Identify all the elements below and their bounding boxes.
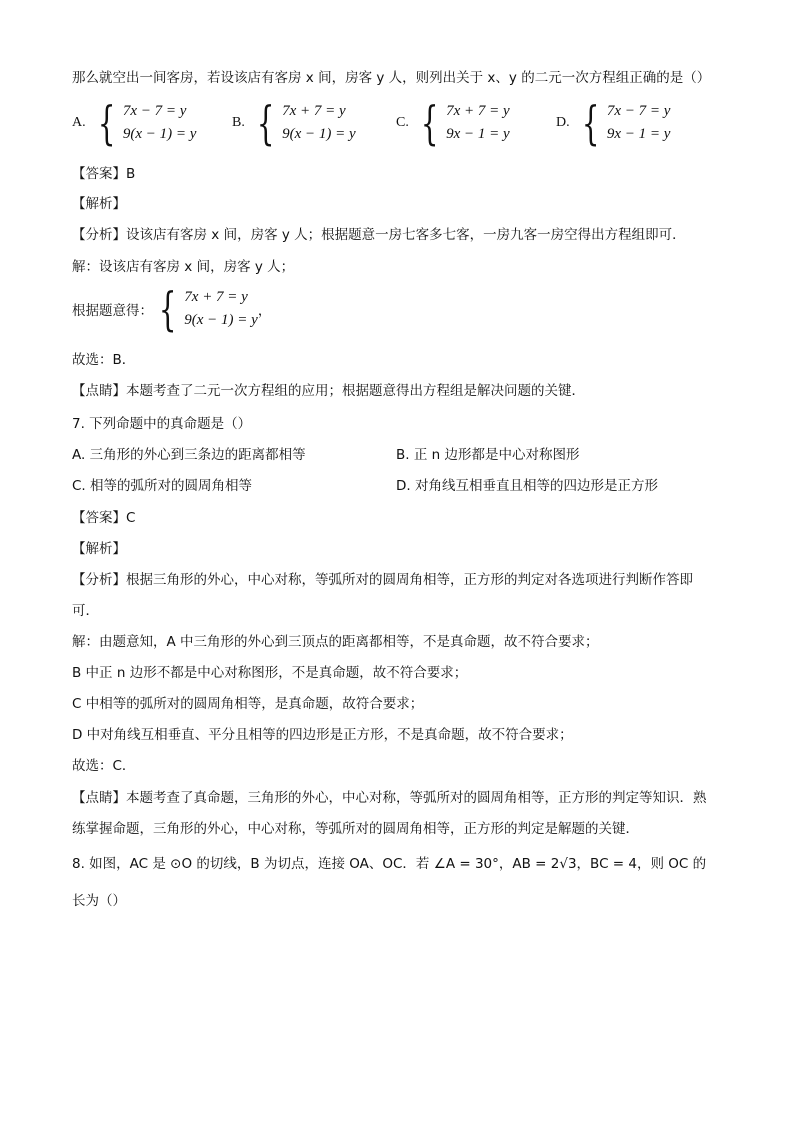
- q6-option-c: [396, 96, 510, 150]
- option-letter: A.: [72, 115, 86, 130]
- equation: 7x + 7 = y: [282, 103, 346, 119]
- q7-comment-line1: 【点睛】本题考查了真命题，三角形的外心，中心对称，等弧所对的圆周角相等，正方形的判定等知识．熟: [72, 790, 707, 806]
- q6-solution-system: [72, 282, 272, 336]
- equation: 9x − 1 = y: [606, 126, 671, 142]
- q8-stem-line1: 8. 如图，AC 是 ⊙O 的切线，B 为切点，连接 OA、OC．若 ∠A = 30°，AB = 2√3，BC = 4，则 OC 的: [72, 856, 707, 872]
- q7-answer: 【答案】C: [72, 510, 136, 526]
- q6-comment: 【点睛】本题考查了二元一次方程组的应用；根据题意得出方程组是解决问题的关键．: [72, 383, 585, 399]
- q7-fenxi-line2: 可．: [72, 603, 99, 619]
- brace-icon: {: [97, 96, 116, 150]
- brace-icon: {: [581, 96, 600, 150]
- option-letter: C.: [396, 115, 409, 130]
- option-letter: D.: [556, 115, 570, 130]
- q7-solution-line4: D 中对角线互相垂直、平分且相等的四边形是正方形，不是真命题，故不符合要求；: [72, 727, 573, 743]
- option-letter: B.: [232, 115, 245, 130]
- q7-option-b: B. 正 n 边形都是中心对称图形: [396, 447, 580, 463]
- q6-option-a: [72, 96, 197, 150]
- q6-option-b: [232, 96, 356, 150]
- solution-suffix: ，: [257, 303, 272, 319]
- solution-prefix: 根据题意得：: [72, 303, 153, 319]
- q7-option-d: D. 对角线互相垂直且相等的四边形是正方形: [396, 478, 658, 494]
- q7-stem: 7. 下列命题中的真命题是（）: [72, 416, 252, 432]
- q8-stem-line2: 长为（）: [72, 893, 126, 909]
- q6-option-d: [556, 96, 671, 150]
- q7-choice: 故选：C．: [72, 758, 136, 774]
- q6-analysis-heading: 【解析】: [72, 196, 126, 212]
- q6-solution-line1: 解：设该店有客房 x 间，房客 y 人；: [72, 259, 295, 275]
- equation: 7x + 7 = y: [184, 289, 248, 305]
- equation: 9x − 1 = y: [446, 126, 510, 142]
- equation: 9(x − 1) = y: [282, 126, 356, 142]
- equation: 7x − 7 = y: [606, 103, 671, 119]
- brace-icon: {: [420, 96, 439, 150]
- q6-stem: 那么就空出一间客房，若设该店有客房 x 间，房客 y 人，则列出关于 x、y 的二元一次方程组正确的是（）: [72, 70, 711, 86]
- q6-fenxi: 【分析】设该店有客房 x 间，房客 y 人；根据题意一房七客多七客，一房九客一房空得出方程组即可．: [72, 227, 686, 243]
- q7-option-c: C. 相等的弧所对的圆周角相等: [72, 478, 253, 494]
- equation: 7x + 7 = y: [446, 103, 510, 119]
- q7-analysis-heading: 【解析】: [72, 541, 126, 557]
- q7-option-a: A. 三角形的外心到三条边的距离都相等: [72, 447, 306, 463]
- q7-fenxi-line1: 【分析】根据三角形的外心，中心对称，等弧所对的圆周角相等，正方形的判定对各选项进行判断作答即: [72, 572, 693, 588]
- brace-icon: {: [256, 96, 275, 150]
- equation: 7x − 7 = y: [122, 103, 187, 119]
- q7-solution-line3: C 中相等的弧所对的圆周角相等，是真命题，故符合要求；: [72, 696, 424, 712]
- brace-icon: {: [158, 282, 177, 336]
- equation: 9(x − 1) = y: [184, 312, 258, 328]
- q6-answer: 【答案】B: [72, 166, 136, 182]
- q7-solution-line1: 解：由题意知，A 中三角形的外心到三顶点的距离都相等，不是真命题，故不符合要求；: [72, 634, 599, 650]
- q7-solution-line2: B 中正 n 边形不都是中心对称图形，不是真命题，故不符合要求；: [72, 665, 468, 681]
- equation: 9(x − 1) = y: [122, 126, 197, 142]
- q7-comment-line2: 练掌握命题，三角形的外心，中心对称，等弧所对的圆周角相等，正方形的判定是解题的关键．: [72, 821, 639, 837]
- q6-choice: 故选：B．: [72, 352, 136, 368]
